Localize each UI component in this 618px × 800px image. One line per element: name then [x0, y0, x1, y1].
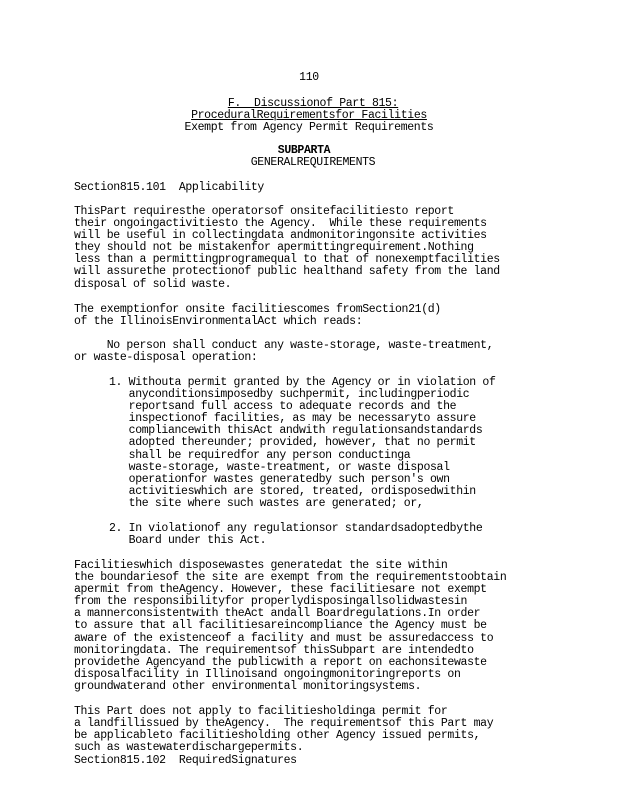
text-line: to assure that all facilitiesareincompliance the Agency must be — [74, 619, 487, 633]
heading-line-1: F. Discussionof Part 815: — [227, 97, 399, 110]
section-heading-102: Section815.102 RequiredSignatures — [74, 754, 297, 767]
section-heading-101: Section815.101 Applicability — [74, 181, 264, 194]
text-line: less than a permittingprogramequal to that of nonexemptfacilities — [74, 253, 500, 267]
text-line: The exemptionfor onsite facilitiescomes fromSection21(d) — [74, 303, 441, 316]
text-line: monitoringdata. The requirementsof thisSubpart are intendedto — [74, 643, 474, 657]
text-line: a mannerconsistentwith theAct andall Boardregulations.In order — [74, 607, 481, 621]
text-line: Facilitieswhich disposewastes generatedat the site within — [74, 559, 448, 572]
text-line: 1. Withouta permit granted by the Agency or in violation of — [109, 376, 496, 389]
text-line: reportsand full access to adequate records and the — [109, 400, 457, 414]
text-line: ThisPart requiresthe operatorsof onsitefacilitiesto report — [74, 205, 454, 218]
quote-item-2 — [109, 523, 589, 547]
text-line: providethe Agencyand the publicwith a report on eachonsitewaste — [74, 655, 487, 669]
quote-intro — [74, 340, 554, 364]
text-line: aware of the existenceof a facility and must be assuredaccess to — [74, 631, 494, 645]
text-line: they should not be mistakenfor apermittingrequirement.Nothing — [74, 241, 474, 255]
text-line: the boundariesof the site are exempt from the requirementstoobtain — [74, 571, 507, 585]
paragraph-landfill — [74, 706, 554, 754]
text-line: waste-storage, waste-treatment, or waste disposal — [109, 460, 450, 474]
text-line: groundwaterand other environmental monitoringsystems. — [74, 679, 422, 693]
paragraph-facilities — [74, 560, 554, 693]
text-line: disposal of solid waste. — [74, 277, 232, 291]
text-line: the site where such wastes are generated; or, — [109, 496, 424, 510]
text-line: from the responsibilityfor properlydisposingallsolidwastesin — [74, 595, 468, 609]
text-line: activitieswhich are stored, treated, ordisposedwithin — [109, 484, 476, 498]
heading-line-3: Exempt from Agency Permit Requirements — [184, 121, 434, 134]
text-line: This Part does not apply to facilitiesholdinga permit for — [74, 705, 448, 718]
text-line: be applicableto facilitiesholding other Agency issued permits, — [74, 729, 481, 743]
quote-item-1 — [109, 377, 589, 510]
text-line: 2. In violationof any regulationsor standardsadoptedbythe — [109, 522, 483, 535]
text-line: of the IllinoisEnvironmentalAct which reads: — [74, 315, 363, 329]
paragraph-applicability — [74, 206, 554, 291]
text-line: such as wastewaterdischargepermits. — [74, 741, 304, 755]
paragraph-exemption — [74, 304, 554, 328]
text-line: inspectionof facilities, as may be necessaryto assure — [109, 412, 476, 426]
text-line: anyconditionsimposedby suchpermit, includingperiodic — [109, 388, 470, 402]
text-line: compliancewith thisAct andwith regulationsandstandards — [109, 424, 483, 438]
subpart-subtitle: GENERALREQUIREMENTS — [250, 156, 376, 169]
text-line: will be useful in collectingdata andmonitoringonsite activities — [74, 229, 487, 243]
subpart-title: SUBPARTA — [277, 144, 331, 157]
text-line: No person shall conduct any waste-storage, waste-treatment, — [74, 339, 494, 352]
text-line: a landfillissued by theAgency. The requirementsof this Part may — [74, 717, 494, 731]
text-line: their ongoingactivitiesto the Agency. While these requirements — [74, 217, 487, 231]
text-line: or waste-disposal operation: — [74, 351, 258, 365]
text-line: shall be requiredfor any person conductinga — [109, 448, 411, 462]
text-line: will assurethe protectionof public healthand safety from the land — [74, 265, 500, 279]
heading-line-2: ProceduralRequirementsfor Facilities — [191, 109, 427, 122]
text-line: adopted thereunder; provided, however, that no permit — [109, 436, 476, 450]
text-line: disposalfacility in Illinoisand ongoingmonitoringreports on — [74, 667, 461, 681]
page-number: 110 — [299, 71, 319, 84]
text-line: Board under this Act. — [109, 534, 267, 548]
text-line: apermit from theAgency. However, these facilitiesare not exempt — [74, 583, 487, 597]
text-line: operationfor wastes generatedby such person's own — [109, 472, 450, 486]
